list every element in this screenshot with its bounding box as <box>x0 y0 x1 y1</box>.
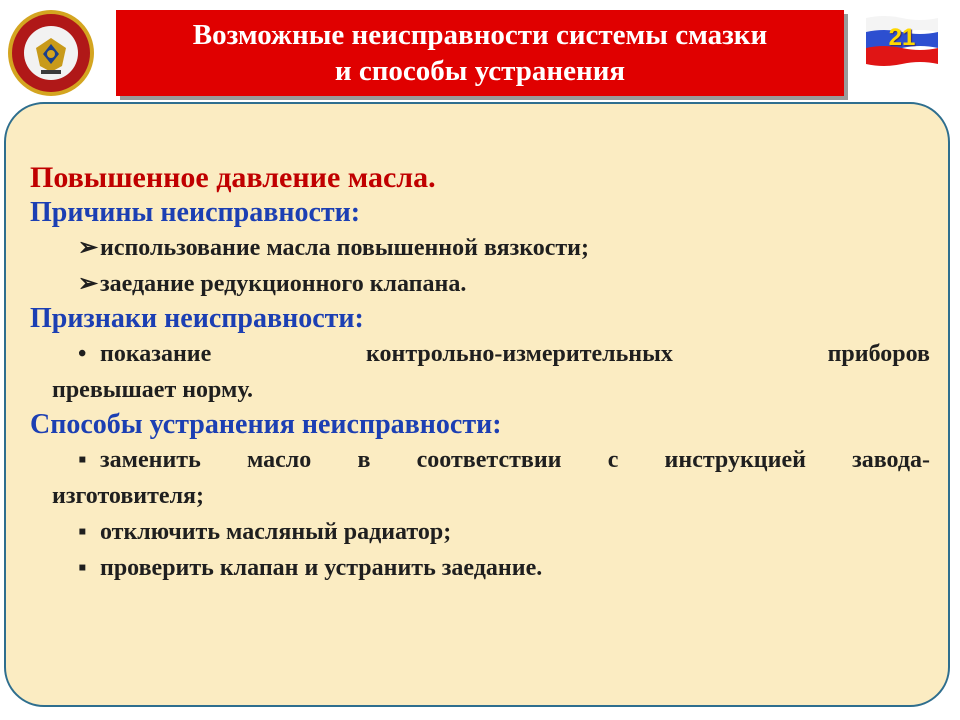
remedies-heading: Способы устранения неисправности: <box>30 409 502 440</box>
signs-heading: Признаки неисправности: <box>30 303 364 334</box>
list-item: ➢заедание редукционного клапана. <box>30 266 932 302</box>
content-body <box>30 160 932 586</box>
list-item: ▪ заменить масло в соответствии с инструкцией завода- <box>30 442 932 478</box>
fault-title: Повышенное давление масла. <box>30 161 436 194</box>
list-item-continuation: изготовителя; <box>52 483 205 509</box>
list-item: ➢использование масла повышенной вязкости; <box>30 230 932 266</box>
list-item: • показание контрольно-измерительных приборов <box>30 336 932 372</box>
arrow-bullet-icon: ➢ <box>78 271 99 297</box>
list-item-continuation: превышает норму. <box>52 377 253 403</box>
list-item: ▪ отключить масляный радиатор; <box>30 514 932 550</box>
title-line-2: и способы устранения <box>334 55 626 87</box>
list-item: ▪ проверить клапан и устранить заедание. <box>30 550 932 586</box>
square-bullet-icon: ▪ <box>78 519 87 545</box>
slide-number: 21 <box>888 24 916 51</box>
square-bullet-icon: ▪ <box>78 447 87 473</box>
university-emblem-icon <box>6 8 96 98</box>
square-bullet-icon: ▪ <box>78 555 87 581</box>
causes-heading: Причины неисправности: <box>30 197 361 228</box>
title-line-1: Возможные неисправности системы смазки <box>192 19 768 51</box>
dot-bullet-icon: • <box>78 341 87 367</box>
arrow-bullet-icon: ➢ <box>78 235 99 261</box>
slide-title <box>116 10 844 96</box>
